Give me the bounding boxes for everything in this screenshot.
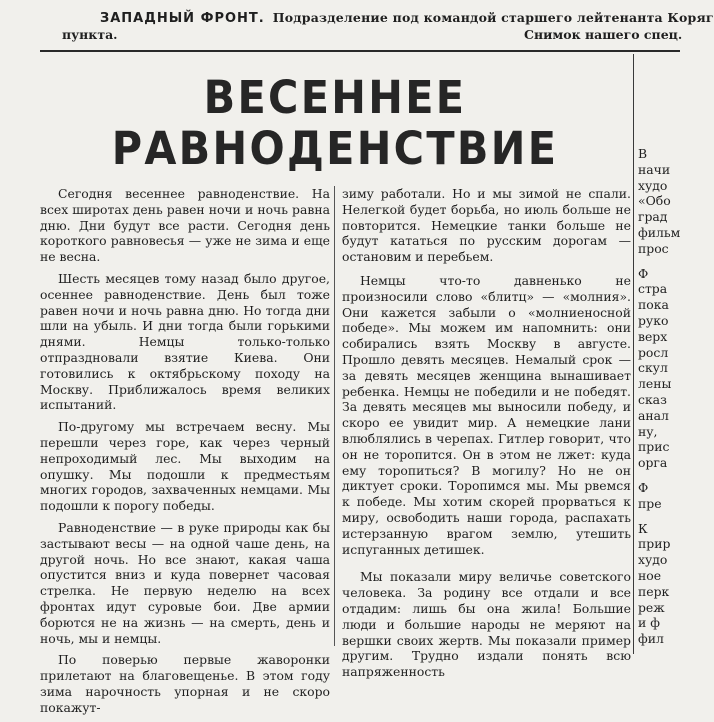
text-fragment: пре (638, 495, 662, 511)
text-fragment: стра (638, 281, 668, 297)
text-fragment: верх (638, 328, 668, 344)
text-fragment: орга (638, 455, 668, 471)
caption-text: Подразделение под командой старшего лейтенанта Коряг (272, 10, 714, 25)
paragraph: Сегодня весеннее равноденствие. На всех широтах день равен ночи и ночь равна дню. Дни будут все расти. Сегодня день короткого равновесья — уже не зима и еще не весна. (40, 186, 330, 265)
text-fragment: ну, (638, 423, 658, 439)
paragraph: зиму работали. Но и мы зимой не спали. Нелегкой будет борьба, но июль больше не повторится. Немецкие танки больше не будут кататься по русским дорогам — остановим и перебьем. (342, 186, 631, 265)
text-fragment: фильм (638, 224, 681, 240)
text-fragment: анал (638, 407, 669, 423)
text-fragment: К (638, 520, 648, 536)
text-fragment: худо (638, 177, 668, 193)
text-fragment: реж (638, 599, 665, 615)
text-fragment: начи (638, 161, 671, 177)
right-text-column-fragment (638, 146, 681, 647)
caption-front-name: ЗАПАДНЫЙ ФРОНТ. (100, 11, 265, 26)
photo-caption-line2-left: пункта. (62, 27, 118, 42)
top-divider (40, 50, 680, 52)
text-fragment: прос (638, 240, 669, 256)
text-fragment: Ф (638, 265, 649, 281)
text-fragment: сказ (638, 391, 667, 407)
paragraph: Мы показали миру величье советского человека. За родину все отдали и все отдадим: лишь бы она жила! Большие люди и большие народы не меряют на вершки своих жертв. Мы показали пример другим. Трудно издали понять всю напряженность (342, 569, 631, 680)
text-fragment: пока (638, 297, 669, 313)
text-fragment: скул (638, 360, 668, 376)
photo-caption-line1 (100, 10, 714, 26)
photo-caption-line2-right: Снимок нашего спец. (524, 27, 683, 42)
text-fragment: руко (638, 312, 669, 328)
headline-line-2: РАВНОДЕНСТВИЕ (111, 122, 559, 175)
spacer (638, 512, 678, 521)
paragraph: По-другому мы встречаем весну. Мы перешли через горе, как через черный непроходимый лес. Мы выходим на опушку. Мы подошли к предместьям многих городов, захваченных немцами. Мы подошли к порогу победы. (40, 419, 330, 514)
paragraph: Равноденствие — в руке природы как бы застывают весы — на одной чаше день, на другой ночь. Но все знают, какая чаша опустится вниз и куда повернет часовая стрелка. Не первую неделю на всех фронтах идут суровые бои. Две армии борются не на жизнь — на смерть, день и ночь, мы и немцы. (40, 519, 330, 646)
middle-column-divider (334, 186, 335, 646)
headline-line-1: ВЕСЕННЕЕ (203, 71, 467, 124)
text-fragment: лены (638, 376, 672, 392)
text-fragment: прис (638, 439, 670, 455)
spacer (638, 257, 678, 266)
text-fragment: «Обо (638, 193, 671, 209)
left-text-column (40, 186, 330, 722)
text-fragment: фил (638, 631, 664, 647)
text-fragment: росл (638, 344, 669, 360)
article-headline (64, 72, 607, 174)
text-fragment: худо (638, 552, 668, 568)
text-fragment: град (638, 209, 668, 225)
text-fragment: перк (638, 583, 670, 599)
text-fragment: прир (638, 536, 671, 552)
paragraph: По поверью первые жаворонки прилетают на благовещенье. В этом году зима нарочность упорная и не скоро покажут- (40, 652, 330, 715)
right-column-divider (633, 54, 634, 654)
text-fragment: и ф (638, 615, 660, 631)
paragraph: Шесть месяцев тому назад было другое, осеннее равноденствие. День был тоже равен ночи и ночь равна дню. Но тогда дни шли на убыль. И дни тогда были горькими днями. Немцы только-только отпраздновали взятие Киева. Они готовились к октябрьскому походу на Москву. Приближалось время великих испытаний. (40, 270, 330, 413)
text-fragment: ное (638, 567, 662, 583)
spacer (638, 471, 678, 480)
text-fragment: Ф (638, 479, 649, 495)
paragraph: Немцы что-то давненько не произносили слово «блитц» — «молния». Они кажется забыли о «молниеносной победе». Мы можем им напомнить: они собирались взять Москву в августе. Прошло девять месяцев. Немалый срок — за девять месяцев женщина вынашивает ребенка. Немцы не победили и не победят. За девять месяцев мы выносили победу, и скоро ее увидит мир. А немецкие лани влюблялись в черепах. Гитлер говорит, что он не торопится. Он в этом не лжет: куда ему торопиться? В могилу? Но не он диктует сроки. Торопимся мы. Мы рвемся к победе. Мы хотим скорей прорваться к миру, освободить наши города, распахать истерзанную врагом землю, утешить испуганных детишек. (342, 272, 631, 557)
text-fragment: В (638, 146, 648, 161)
middle-text-column (342, 186, 631, 688)
